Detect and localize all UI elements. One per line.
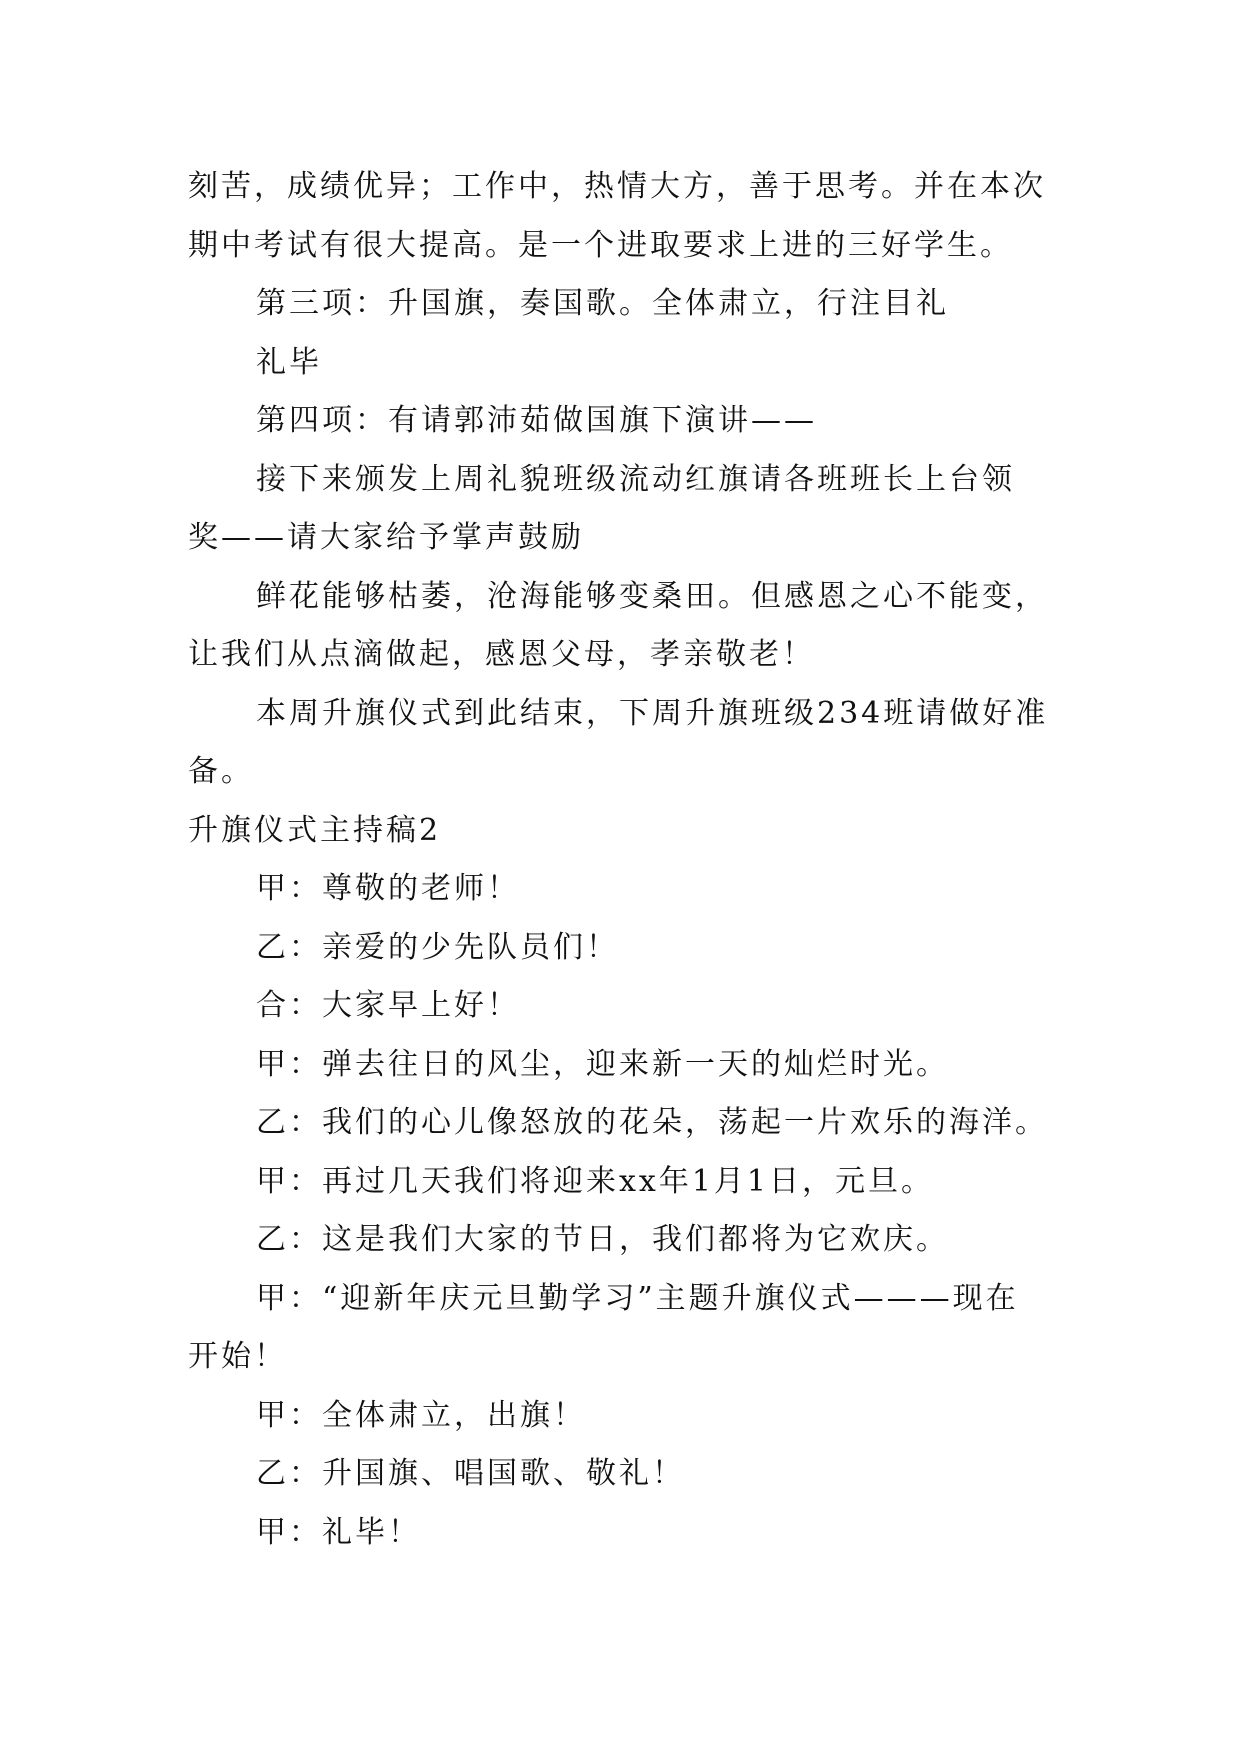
text-line: 乙：亲爱的少先队员们！ — [256, 929, 619, 965]
text-line: 备。 — [188, 754, 254, 789]
text-line: 本周升旗仪式到此结束，下周升旗班级234班请做好准 — [256, 695, 1049, 731]
text-line: 乙：升国旗、唱国歌、敬礼！ — [256, 1456, 685, 1491]
text-line: 第四项：有请郭沛茹做国旗下演讲—— — [256, 403, 817, 438]
text-line: 甲：尊敬的老师！ — [256, 871, 520, 906]
text-line: 甲：礼毕！ — [256, 1514, 421, 1550]
text-line: 期中考试有很大提高。是一个进取要求上进的三好学生。 — [188, 227, 1013, 263]
text-line: 乙：这是我们大家的节日，我们都将为它欢庆。 — [256, 1222, 949, 1257]
section-heading: 升旗仪式主持稿2 — [188, 812, 442, 848]
text-line: 让我们从点滴做起，感恩父母，孝亲敬老！ — [188, 637, 815, 672]
text-line: 甲：再过几天我们将迎来xx年1月1日，元旦。 — [256, 1163, 935, 1199]
text-line: 接下来颁发上周礼貌班级流动红旗请各班班长上台领 — [256, 461, 1015, 497]
text-line: 第三项：升国旗，奏国歌。全体肃立，行注目礼 — [256, 286, 949, 321]
text-line: 礼毕 — [256, 344, 322, 380]
text-line: 甲：“迎新年庆元旦勤学习”主题升旗仪式———现在 — [256, 1280, 1019, 1316]
text-line: 甲：全体肃立，出旗！ — [256, 1397, 586, 1433]
document-body — [188, 158, 1068, 1562]
text-line: 鲜花能够枯萎，沧海能够变桑田。但感恩之心不能变， — [256, 578, 1048, 614]
text-line: 开始！ — [188, 1339, 287, 1374]
text-line: 刻苦，成绩优异；工作中，热情大方，善于思考。并在本次 — [188, 169, 1046, 204]
text-line: 合：大家早上好！ — [256, 988, 520, 1023]
text-line: 甲：弹去往日的风尘，迎来新一天的灿烂时光。 — [256, 1046, 949, 1082]
text-line: 乙：我们的心儿像怒放的花朵，荡起一片欢乐的海洋。 — [256, 1105, 1048, 1140]
text-line: 奖——请大家给予掌声鼓励 — [188, 520, 584, 555]
